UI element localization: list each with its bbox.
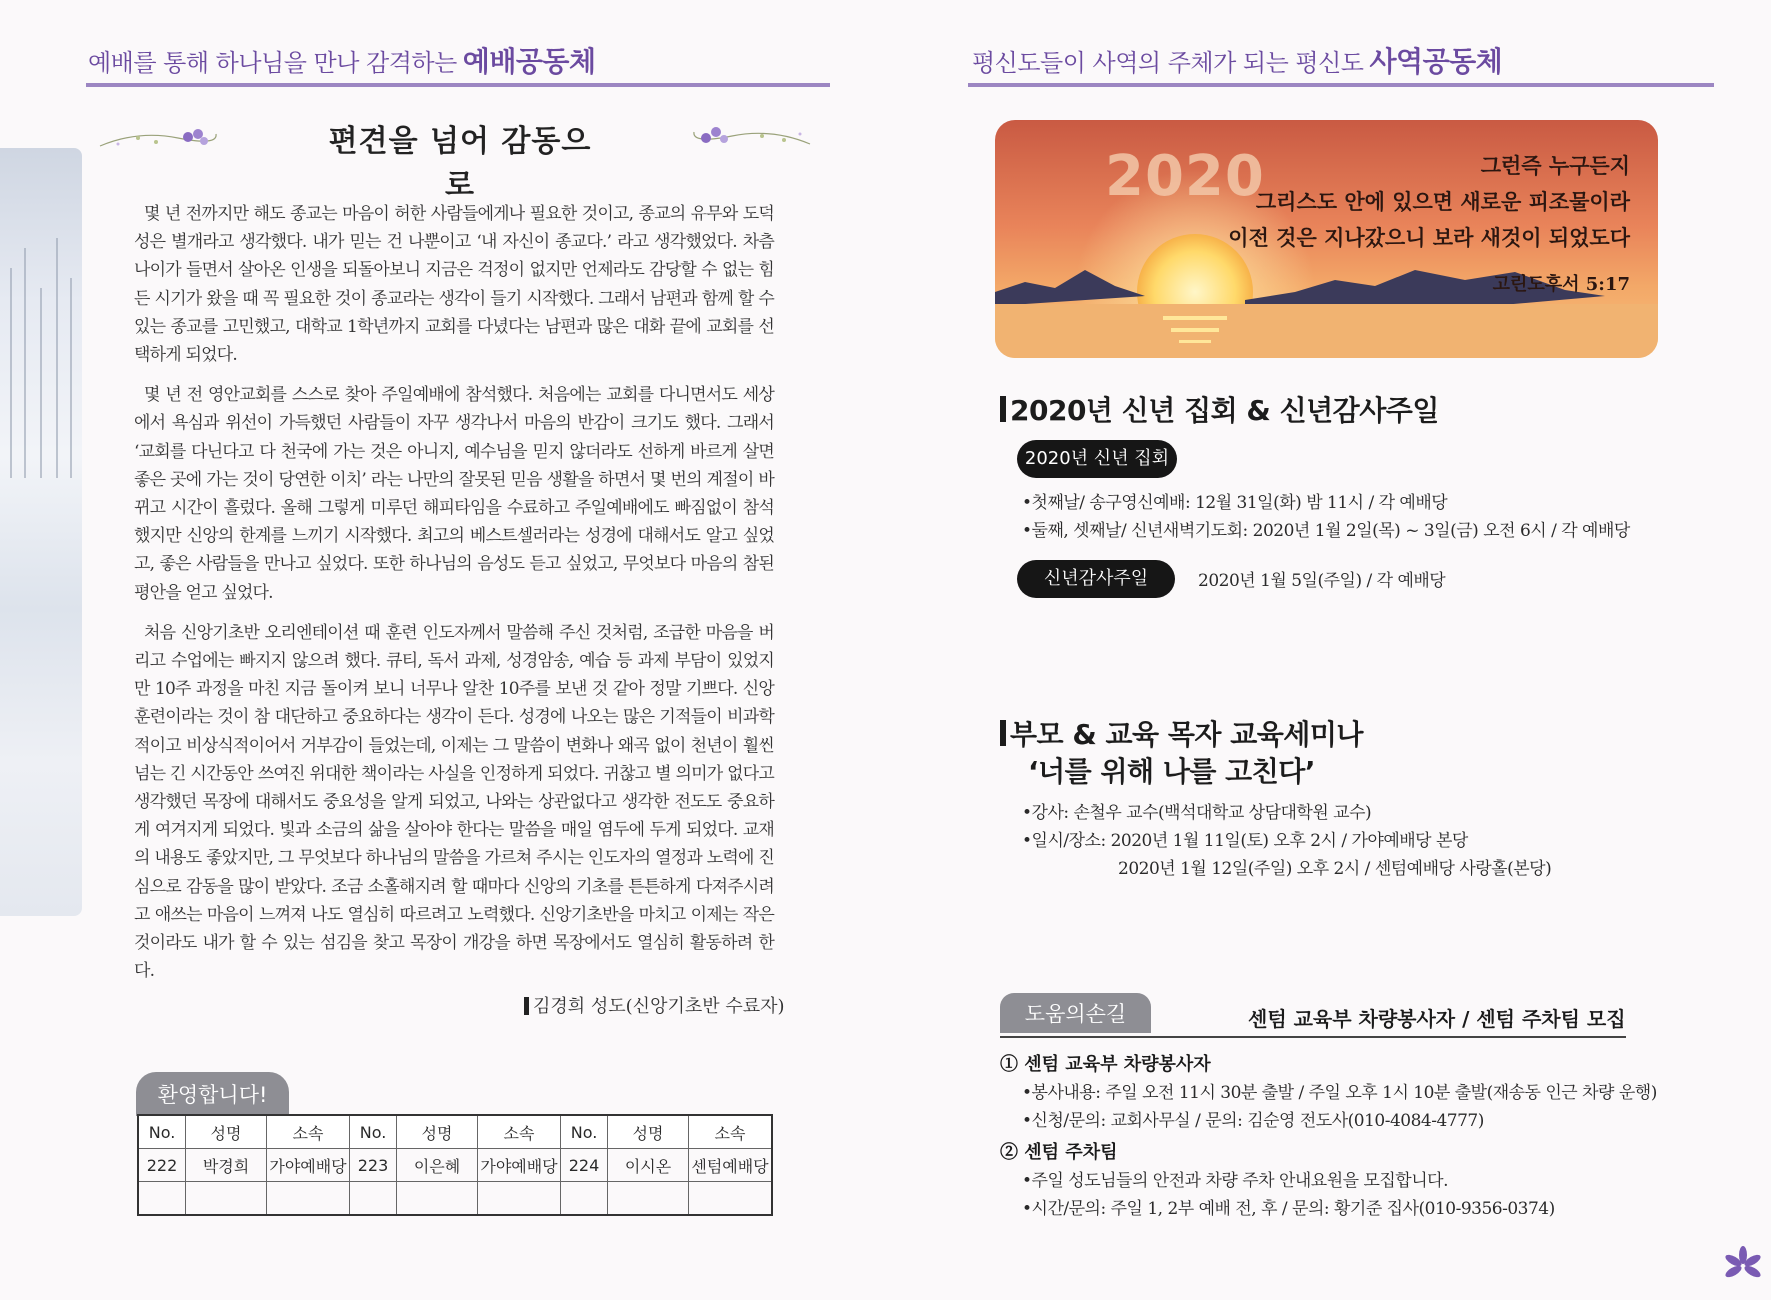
article-paragraph-3: 처음 신앙기초반 오리엔테이션 때 훈련 인도자께서 말씀해 주신 것처럼, 조급한 마음을 버리고 수업에는 빠지지 않으려 했다. 큐티, 독서 과제, 성경암송, 예습 등 과제 부담이 있었지만 10주 과정을 마친 지금 돌이켜 보니 너무나 알찬 10주를 보낸 것 같아 정말 기쁘다. 신앙훈련이라는 것이 참 대단하고 중요하다는 생각이 든다. 성경에 나오는 많은 기적들이 비과학적이고 비상식적이어서 거부감이 들었는데, 이제는 그 말씀이 변화나 왜곡 없이 천년이 훨씬 넘는 긴 시간동안 쓰여진 위대한 책이라는 사실을 인정하게 되었다. 귀찮고 별 의미가 없다고 생각했던 목장에 대해서도 중요성을 알게 되었고, 나와는 상관없다고 생각한 전도도 중요하게 여겨지게 되었다. 빛과 소금의 삶을 살아야 한다는 말씀을 매일 염두에 두게 되었다. 교재의 내용도 좋았지만, 그 무엇보다 하나님의 말씀을 가르쳐 주시는 인도자의 열정과 노력에 진심으로 감동을 많이 받았다. 조금 소홀해지려 할 때마다 신앙의 기초를 튼튼하게 다져주시려고 애쓰는 마음이 느껴져 나도 열심히 따르려고 노력했다. 신앙기초반을 마치고 이제는 작은 것이라도 내가 할 수 있는 섬김을 찾고 목장이 개강을 하면 목장에서도 열심히 활동하려 한다. [134, 622, 774, 982]
left-header-rule [86, 83, 830, 87]
table-cell: 이은혜 [397, 1149, 478, 1182]
help-tab: 도움의손길 [1000, 993, 1151, 1033]
help-sub-2-item-1: •주일 성도님들의 안전과 차량 주차 안내요원을 모집합니다. [1022, 1171, 1448, 1191]
help-sub-2: ② 센텀 주차팀 [1000, 1142, 1118, 1163]
help-sub-1: ① 센텀 교육부 차량봉사자 [1000, 1054, 1211, 1075]
table-cell: 가야예배당 [267, 1149, 350, 1182]
banner-verse-line-2: 그리스도 안에 있으면 새로운 피조물이라 [1255, 189, 1630, 214]
left-header-strong: 예배공동체 [462, 45, 596, 78]
section-title-seminar [1000, 713, 1363, 753]
new-year-item-1: •첫째날/ 송구영신예배: 12월 31일(화) 밤 11시 / 각 예배당 [1022, 493, 1448, 513]
corner-flower-icon [1722, 1245, 1764, 1287]
title-bar [1000, 720, 1006, 746]
left-header-prefix: 예배를 통해 하나님을 만나 감격하는 [88, 49, 457, 77]
help-rule [1000, 1036, 1626, 1038]
col-header: 소속 [478, 1115, 561, 1149]
article-paragraph-1: 몇 년 전까지만 해도 종교는 마음이 허한 사람들에게나 필요한 것이고, 종교의 유무와 도덕성은 별개라고 생각했다. 내가 믿는 건 나뿐이고 ‘내 자신이 종교다.’ 라고 생각했었다. 차츰 나이가 들면서 살아온 인생을 되돌아보니 지금은 걱정이 없지만 언제라도 감당할 수 없는 힘든 시기가 왔을 때 꼭 필요한 것이 종교라는 생각이 들기 시작했다. 그래서 남편과 함께 할 수 있는 종교를 고민했고, 대학교 1학년까지 교회를 다녔다는 남편과 많은 대화 끝에 교회를 선택하게 되었다. [134, 204, 774, 366]
flower-decoration-left-icon [98, 124, 218, 154]
col-header: 성명 [397, 1115, 478, 1149]
col-header: 성명 [186, 1115, 267, 1149]
col-header: No. [138, 1115, 186, 1149]
banner-year: 2020 [1105, 144, 1265, 209]
col-header: No. [350, 1115, 397, 1149]
seminar-item-2: •일시/장소: 2020년 1월 11일(토) 오후 2시 / 가야예배당 본당 [1022, 831, 1468, 851]
section-title-seminar-line-2: ‘너를 위해 나를 고친다’ [1028, 755, 1315, 788]
table-cell: 이시온 [608, 1149, 689, 1182]
table-row-empty [138, 1182, 772, 1216]
help-sub-2-item-2: •시간/문의: 주일 1, 2부 예배 전, 후 / 문의: 황기준 집사(010-9356-0374) [1022, 1199, 1555, 1219]
new-year-item-2: •둘째, 셋째날/ 신년새벽기도회: 2020년 1월 2일(목) ~ 3일(금) 오전 6시 / 각 예배당 [1022, 521, 1630, 541]
help-sub-1-item-1: •봉사내용: 주일 오전 11시 30분 출발 / 주일 오후 1시 10분 출발(재송동 인근 차량 운행) [1022, 1083, 1657, 1103]
help-title: 센텀 교육부 차량봉사자 / 센텀 주차팀 모집 [1248, 1007, 1626, 1031]
help-sub-1-item-2: •신청/문의: 교회사무실 / 문의: 김순영 전도사(010-4084-4777) [1022, 1111, 1484, 1131]
article-body [134, 200, 774, 997]
table-cell: 224 [561, 1149, 608, 1182]
thanksgiving-sunday-text: 2020년 1월 5일(주일) / 각 예배당 [1198, 571, 1446, 591]
banner-verse-line-1: 그런즉 누구든지 [1480, 153, 1630, 178]
title-bar [1000, 396, 1006, 422]
seminar-item-1: •강사: 손철우 교수(백석대학교 상담대학원 교수) [1022, 803, 1372, 823]
new-year-banner [995, 120, 1658, 358]
col-header: 소속 [689, 1115, 773, 1149]
welcome-table [137, 1114, 773, 1216]
banner-verse-line-3: 이전 것은 지나갔으니 보라 새것이 되었도다 [1228, 225, 1630, 250]
article-title: 편견을 넘어 감동으로 [328, 124, 592, 203]
left-section-header [88, 40, 596, 80]
table-cell: 가야예배당 [478, 1149, 561, 1182]
table-cell: 박경희 [186, 1149, 267, 1182]
right-header-strong: 사역공동체 [1369, 45, 1503, 78]
seminar-item-3: 2020년 1월 12일(주일) 오후 2시 / 센텀예배당 사랑홀(본당) [1118, 859, 1552, 879]
pill-thanksgiving-sunday: 신년감사주일 [1017, 560, 1175, 598]
table-cell: 222 [138, 1149, 186, 1182]
winter-photo-strip [0, 148, 82, 916]
table-cell: 223 [350, 1149, 397, 1182]
byline-bar [524, 997, 529, 1015]
section-title-new-year [1000, 389, 1439, 429]
col-header: 소속 [267, 1115, 350, 1149]
section-title-new-year-text: 2020년 신년 집회 & 신년감사주일 [1010, 394, 1439, 427]
byline-text: 김경희 성도(신앙기초반 수료자) [533, 996, 785, 1017]
welcome-tab: 환영합니다! [136, 1072, 289, 1116]
section-title-seminar-line-1: 부모 & 교육 목자 교육세미나 [1010, 718, 1363, 751]
table-row [138, 1149, 772, 1182]
welcome-table-header-row [138, 1115, 772, 1149]
byline [524, 992, 785, 1018]
article-paragraph-2: 몇 년 전 영안교회를 스스로 찾아 주일예배에 참석했다. 처음에는 교회를 다니면서도 세상에서 욕심과 위선이 가득했던 사람들이 자꾸 생각나서 마음의 반감이 크기도 했다. 그래서 ‘교회를 다닌다고 다 천국에 가는 것은 아니지, 예수님을 믿지 않더라도 선하게 바르게 살면 좋은 곳에 가는 것이 당연한 이치’ 라는 나만의 잘못된 믿음 생활을 하면서 몇 번의 계절이 바뀌고 시간이 흘렀다. 올해 그렇게 미루던 해피타임을 수료하고 주일예배에도 빠짐없이 참석했지만 신앙의 한계를 느끼기 시작했다. 최고의 베스트셀러라는 성경에 대해서도 알고 싶었고, 좋은 사람들을 만나고 싶었다. 또한 하나님의 음성도 듣고 싶었고, 무엇보다 마음의 참된 평안을 얻고 싶었다. [134, 385, 774, 603]
flower-decoration-right-icon [692, 122, 812, 152]
right-header-prefix: 평신도들이 사역의 주체가 되는 평신도 [972, 49, 1364, 77]
table-cell: 센텀예배당 [689, 1149, 773, 1182]
right-header-rule [968, 83, 1714, 87]
right-section-header [972, 40, 1502, 80]
banner-verse-reference: 고린도후서 5:17 [1492, 274, 1630, 295]
pill-new-year-meeting: 2020년 신년 집회 [1017, 440, 1177, 478]
col-header: No. [561, 1115, 608, 1149]
col-header: 성명 [608, 1115, 689, 1149]
